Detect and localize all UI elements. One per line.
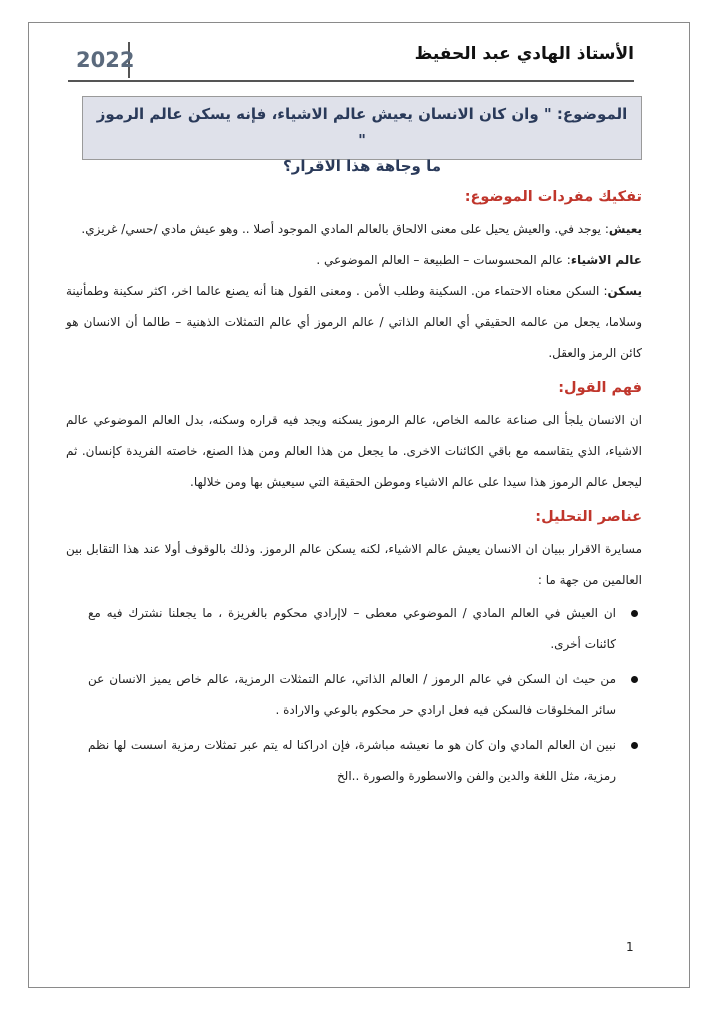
vocab-term: يسكن [607,284,642,298]
section-heading-vocab: تفكيك مفردات الموضوع: [464,189,642,205]
vocab-definition: : يوجد في. والعيش يحيل على معنى الالحاق بالعالم المادي الموجود أصلا .. وهو عيش مادي /حسي/ غريزي. [81,222,609,236]
topic-question: ما وجاهة هذا الاقرار؟ [283,157,441,175]
vocab-item-yaskun [66,276,642,369]
section-heading-understanding: فهم القول: [558,380,642,396]
bullet-icon [631,676,638,683]
vocab-term: يعيش [608,222,642,236]
bullet-icon [631,742,638,749]
topic-box [82,96,642,175]
vocab-item-yaish [66,214,642,245]
list-item [66,730,642,792]
analysis-intro: مسايرة الاقرار ببيان ان الانسان يعيش عالم الاشياء، لكنه يسكن عالم الرموز. وذلك بالوقوف أولا عند هذا التقابل بين العالمين من جهة ما : [66,542,642,587]
vocab-definition: : عالم المحسوسات – الطبيعة – العالم الموضوعي . [316,253,571,267]
bullet-text: من حيث ان السكن في عالم الرموز / العالم الذاتي، عالم التمثلات الرمزية، عالم خاص يميز الانسان عن سائر المخلوقات فالسكن فيه فعل ارادي حر محكوم بالوعي والارادة . [88,672,616,717]
header-teacher-name: الأستاذ الهادي عبد الحفيظ [414,44,634,64]
topic-label: الموضوع: [556,105,628,123]
understanding-paragraph: ان الانسان يلجأ الى صناعة عالمه الخاص، عالم الرموز يسكنه ويجد فيه قراره وسكنه، بدل العالم الموضوعي عالم الاشياء، الذي يتقاسمه مع باقي الكائنات الاخرى. ما يجعل من هذا العالم ومن هذا الصنع، خاصته الفريدة كإنسان. ثم ليجعل عالم الرموز هذا سيدا على عالم الاشياء وموطن الحقيقة التي سيعيش بها ومن خلالها. [66,413,642,489]
section-heading-analysis: عناصر التحليل: [535,509,642,525]
topic-statement: " وان كان الانسان يعيش عالم الاشياء، فإنه يسكن عالم الرموز " [96,105,557,149]
header-year: 2022 [68,42,130,78]
vocab-item-alam-alashyaa [66,245,642,276]
bullet-text: نبين ان العالم المادي وان كان هو ما نعيشه مباشرة، فإن ادراكنا له يتم عبر تمثلات رمزية اسست لها نظم رمزية، مثل اللغة والدين والفن والاسطورة والصورة ..الخ [88,738,616,783]
bullet-icon [631,610,638,617]
list-item [66,664,642,726]
vocab-term: عالم الاشياء [570,253,642,267]
bullet-text: ان العيش في العالم المادي / الموضوعي معطى – لاإرادي محكوم بالغريزة ، ما يجعلنا نشترك فيه مع كائنات أخرى. [88,606,616,651]
analysis-bullet-list [66,598,642,792]
page-header [68,40,634,82]
topic-line-1 [91,101,633,153]
list-item [66,598,642,660]
document-body [66,178,642,796]
vocab-definition: : السكن معناه الاحتماء من. السكينة وطلب الأمن . ومعنى القول هنا أنه يصنع عالما اخر، اكثر سكينة وطمأنينة وسلاما، يجعل من عالمه الحقيقي أي العالم الذاتي / عالم الرموز أي عالم التمثلات الذهنية – طالما أن الانسان هو كائن الرمز والعقل. [66,284,642,360]
page-number: 1 [626,940,634,954]
